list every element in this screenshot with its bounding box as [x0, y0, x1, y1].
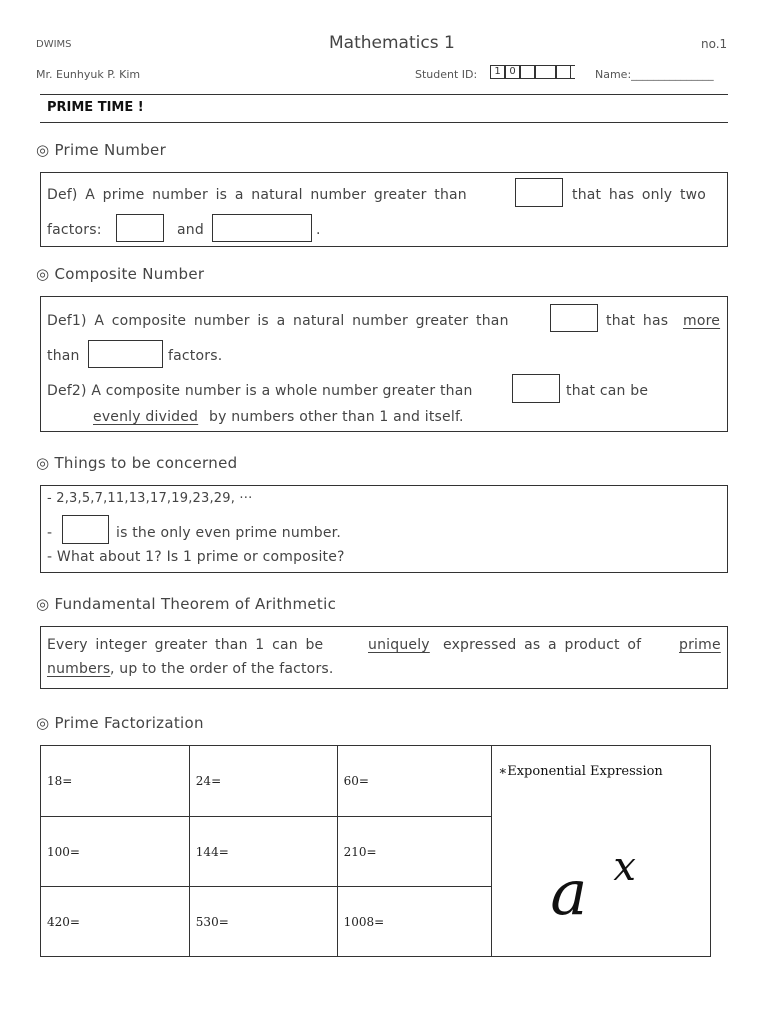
composite-blank-greater-than[interactable]	[550, 304, 598, 332]
worksheet-number: no.1	[701, 37, 728, 51]
prime-blank-greater-than[interactable]	[515, 178, 563, 207]
subject-title: Mathematics 1	[329, 33, 455, 53]
student-id-digit-6[interactable]	[571, 65, 575, 79]
factor-cell-144[interactable]: 144=	[189, 817, 337, 887]
composite-number-heading: ◎ Composite Number	[36, 265, 205, 283]
fta-heading: ◎ Fundamental Theorem of Arithmetic	[36, 595, 337, 613]
composite-def2-text-3: by numbers other than 1 and itself.	[209, 409, 464, 425]
exponential-expression-title: ∗Exponential Expression	[498, 764, 663, 779]
composite-blank-factors[interactable]	[88, 340, 163, 368]
fta-prime: prime	[679, 637, 721, 653]
prime-blank-factor-1[interactable]	[116, 214, 164, 242]
composite-def1-than: than	[47, 348, 80, 364]
composite-def1-text-1: Def1) A composite number is a natural number greater than	[47, 313, 509, 329]
composite-def1-more: more	[683, 313, 721, 329]
factor-cell-24[interactable]: 24=	[189, 746, 337, 817]
title-top-rule	[40, 94, 728, 95]
concerns-dash-2: -	[47, 525, 53, 541]
composite-def2-text-2: that can be	[566, 383, 649, 399]
composite-def2-evenly-divided: evenly divided	[93, 409, 199, 425]
prime-def-text-1: Def) A prime number is a natural number greater than	[47, 187, 467, 203]
factor-cell-18[interactable]: 18=	[41, 746, 190, 817]
prime-blank-factor-2[interactable]	[212, 214, 312, 242]
school-name: DWIMS	[36, 39, 72, 50]
fta-text-3: , up to the order of the factors.	[110, 661, 334, 677]
factor-cell-210[interactable]: 210=	[337, 817, 492, 887]
student-id-digit-5[interactable]	[556, 65, 571, 79]
worksheet-title: PRIME TIME !	[47, 100, 144, 115]
student-id-digit-1[interactable]: 1	[490, 65, 505, 79]
concerns-heading: ◎ Things to be concerned	[36, 454, 238, 472]
prime-def-period: .	[316, 222, 321, 238]
fta-numbers: numbers	[47, 661, 111, 677]
exponent-power: x	[613, 844, 636, 890]
fta-uniquely: uniquely	[368, 637, 430, 653]
student-id-digit-4[interactable]	[535, 65, 556, 79]
name-field[interactable]: Name:_______________	[595, 68, 714, 81]
factor-cell-60[interactable]: 60=	[337, 746, 492, 817]
concerns-blank-even-prime[interactable]	[62, 515, 109, 544]
prime-number-heading: ◎ Prime Number	[36, 141, 167, 159]
prime-def-text-2: that has only two	[572, 187, 707, 203]
composite-def1-text-2: that has	[606, 313, 669, 329]
title-bottom-rule	[40, 122, 728, 123]
factor-cell-530[interactable]: 530=	[189, 887, 337, 957]
fta-box	[40, 626, 728, 689]
composite-def2-text-1: Def2) A composite number is a whole number greater than	[47, 383, 473, 399]
prime-factorization-table	[40, 745, 711, 957]
concerns-primes-list: - 2,3,5,7,11,13,17,19,23,29, ···	[47, 491, 253, 506]
factor-cell-1008[interactable]: 1008=	[337, 887, 492, 957]
concerns-even-prime-text: is the only even prime number.	[116, 525, 341, 541]
fta-text-1: Every integer greater than 1 can be	[47, 637, 324, 653]
student-id-digit-2[interactable]: 0	[505, 65, 520, 79]
exponential-expression-cell	[492, 746, 711, 957]
prime-def-text-3: factors:	[47, 222, 102, 238]
prime-def-and: and	[177, 222, 204, 238]
student-id-digit-3[interactable]	[520, 65, 535, 79]
factor-cell-420[interactable]: 420=	[41, 887, 190, 957]
exponent-base: a	[550, 856, 588, 929]
prime-factorization-heading: ◎ Prime Factorization	[36, 714, 204, 732]
student-id-label: Student ID:	[415, 68, 478, 81]
composite-def1-factors: factors.	[168, 348, 223, 364]
composite-blank-whole-greater-than[interactable]	[512, 374, 560, 403]
factor-cell-100[interactable]: 100=	[41, 817, 190, 887]
fta-text-2: expressed as a product of	[443, 637, 642, 653]
teacher-name: Mr. Eunhyuk P. Kim	[36, 68, 141, 81]
concerns-about-one: - What about 1? Is 1 prime or composite?	[47, 549, 345, 565]
